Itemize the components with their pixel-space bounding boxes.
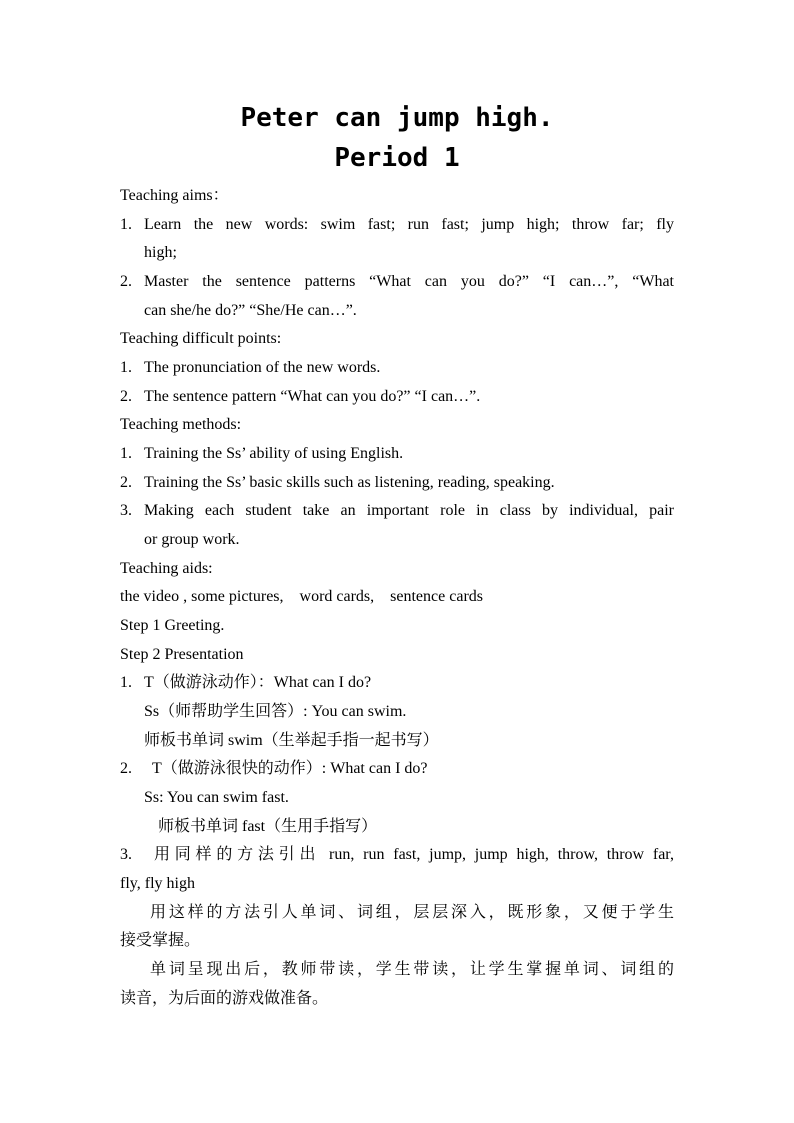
step-2-item-1-line-2: Ss（师帮助学生回答）: You can swim.	[144, 703, 407, 720]
step-2-item-2-line-1: T（做游泳很快的动作）: What can I do?	[152, 760, 428, 777]
methods-item-2-number: 2.	[120, 474, 132, 491]
difficult-heading: Teaching difficult points:	[120, 330, 282, 347]
step-2-paragraph-2-line-1: 单词呈现出后，教师带读，学生带读，让学生掌握单词、词组的	[150, 961, 674, 978]
step-2-heading: Step 2 Presentation	[120, 646, 244, 663]
step-2-item-2-number: 2.	[120, 760, 132, 777]
step-2-item-2-line-2: Ss: You can swim fast.	[144, 789, 289, 806]
aims-item-1-line-2: high;	[144, 244, 177, 261]
methods-item-3-line-1: Making each student take an important role in class by individual, pair	[144, 502, 674, 519]
step-1-heading: Step 1 Greeting.	[120, 617, 225, 634]
methods-heading: Teaching methods:	[120, 416, 242, 433]
difficult-item-1-number: 1.	[120, 359, 132, 376]
step-2-item-1-line-3: 师板书单词 swim（生举起手指一起书写）	[144, 732, 439, 749]
aims-item-2-line-2: can she/he do?” “She/He can…”.	[144, 302, 357, 319]
aims-item-2-line-1: Master the sentence patterns “What can you do?” “I can…”, “What	[144, 273, 674, 290]
step-2-item-1-line-1: T（做游泳动作）：What can I do?	[144, 674, 372, 691]
aims-item-2-number: 2.	[120, 273, 132, 290]
step-2-paragraph-1-line-2: 接受掌握。	[120, 932, 201, 949]
difficult-item-2-text: The sentence pattern “What can you do?” “I can…”.	[144, 388, 481, 405]
difficult-item-1-text: The pronunciation of the new words.	[144, 359, 381, 376]
step-2-item-3-line-1: 用同样的方法引出 run, run fast, jump, jump high, throw, throw far,	[154, 846, 674, 863]
step-2-item-2-line-3: 师板书单词 fast（生用手指写）	[158, 818, 378, 835]
aims-heading: Teaching aims：	[120, 187, 229, 204]
methods-item-2-text: Training the Ss’ basic skills such as listening, reading, speaking.	[144, 474, 555, 491]
step-2-item-3-line-2: fly, fly high	[120, 875, 195, 892]
aims-item-1-line-1: Learn the new words: swim fast; run fast; jump high; throw far; fly	[144, 216, 674, 233]
step-2-item-1-number: 1.	[120, 674, 132, 691]
aids-text: the video , some pictures, word cards, sentence cards	[120, 588, 483, 605]
document-title: Peter can jump high.	[240, 103, 554, 133]
step-2-item-3-number: 3.	[120, 846, 132, 863]
methods-item-1-number: 1.	[120, 445, 132, 462]
aids-heading: Teaching aids:	[120, 560, 213, 577]
methods-item-1-text: Training the Ss’ ability of using English.	[144, 445, 404, 462]
methods-item-3-number: 3.	[120, 502, 132, 519]
step-2-paragraph-1-line-1: 用这样的方法引人单词、词组，层层深入，既形象，又便于学生	[150, 904, 674, 921]
methods-item-3-line-2: or group work.	[144, 531, 240, 548]
document-subtitle: Period 1	[334, 143, 460, 173]
step-2-paragraph-2-line-2: 读音，为后面的游戏做准备。	[120, 990, 329, 1007]
aims-item-1-number: 1.	[120, 216, 132, 233]
difficult-item-2-number: 2.	[120, 388, 132, 405]
